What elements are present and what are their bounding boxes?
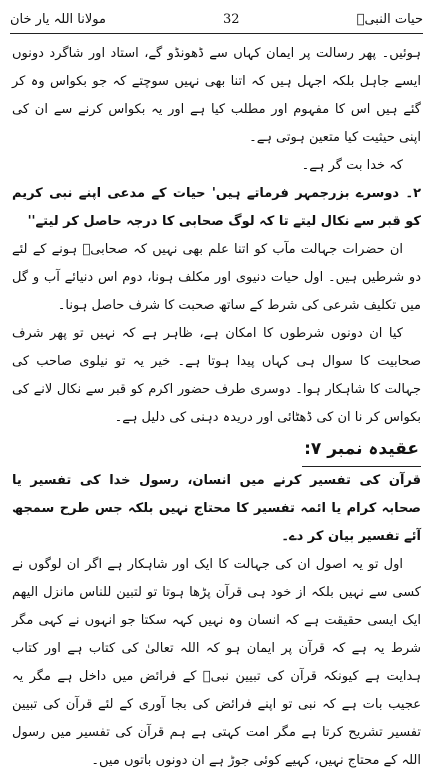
page-body — [12, 40, 421, 768]
page-header — [10, 8, 423, 30]
header-rule — [10, 33, 423, 34]
paragraph: کیا ان دونوں شرطوں کا امکان ہے، ظاہر ہے کہ نہیں تو پھر شرف صحابیت کا سوال ہی کہاں پیدا ہوتا ہے۔ خیر یہ تو نیلوی صاحب کی جہالت کا شاہکار ہوا۔ دوسری طرف حضور اکرم کو قبر سے نکال لانے کی بکواس کر نا ان کی ڈھٹائی اور دریدہ دہنی کی دلیل ہے۔ — [12, 326, 421, 425]
quote-paragraph: ۲۔ دوسرے بزرجمہر فرماتے ہیں' حیات کے مدعی اپنے نبی کریم کو قبر سے نکال لیتے تا کہ لوگ صحابی کا درجہ حاصل کر لیتے'' — [12, 186, 421, 229]
section-heading: عقیدہ نمبر ۷: — [302, 432, 421, 467]
paragraph: ہوئیں۔ پھر رسالت پر ایمان کہاں سے ڈھونڈو گے، استاد اور شاگرد دونوں ایسے جاہل بلکہ اجہل ہیں کہ اتنا بھی نہیں سوچتے کہ جو بکواس وہ کر گئے ہیں اس کا مفہوم اور مطلب کیا ہے اور یہ بکواس کرنے سے ان کی اپنی حیثیت کیا متعین ہوتی ہے۔ — [12, 46, 421, 145]
page-number: 32 — [223, 11, 240, 27]
book-title: حیات النبیؐ — [356, 11, 423, 27]
paragraph: ان حضرات جہالت مآب کو اتنا علم بھی نہیں کہ صحابیؓ ہونے کے لئے دو شرطیں ہیں۔ اول حیات دنیوی اور مکلف ہونا، دوم اس دنیائے آب و گل میں تکلیف شرعی کی شرط کے ساتھ صحبت کا شرف حاصل ہونا۔ — [12, 242, 421, 313]
paragraph: اول تو یہ اصول ان کی جہالت کا ایک اور شاہکار ہے اگر ان لوگوں نے کسی سے نہیں بلکہ از خود ہی قرآن پڑھا ہوتا تو لتبین للناس مانزل الیھم ایک ایسی حقیقت ہے کہ انسان وہ نہیں کہہ سکتا جو انہوں نے کہی مگر شرط یہ ہے کہ قرآن پر ایمان ہو کہ اللہ تعالیٰ کی کتاب ہے اور کتاب ہدایت ہے کیونکہ قرآن کی تبیین نبیؐ کے فرائض میں داخل ہے مگر یہ عجیب بات ہے کہ نبی تو اپنے فرائض کی بجا آوری کے لئے قرآن کی تبیین تفسیر تشریح کرتا ہے مگر امت کہتی ہے ہم قرآن کی تفسیر میں رسول اللہ کے محتاج نہیں، کہیے کوئی جوڑ ہے ان دونوں باتوں میں۔ — [12, 557, 421, 768]
paragraph: کہ خدا بت گر ہے۔ — [301, 158, 403, 173]
belief-statement: قرآن کی تفسیر کرنے میں انسان، رسول خدا کی تفسیر یا صحابہ کرام یا ائمہ تفسیر کا محتاج نہیں بلکہ جس طرح سمجھ آئے تفسیر بیان کر دے۔ — [12, 473, 421, 544]
author-name: مولانا اللہ یار خان — [10, 11, 106, 27]
